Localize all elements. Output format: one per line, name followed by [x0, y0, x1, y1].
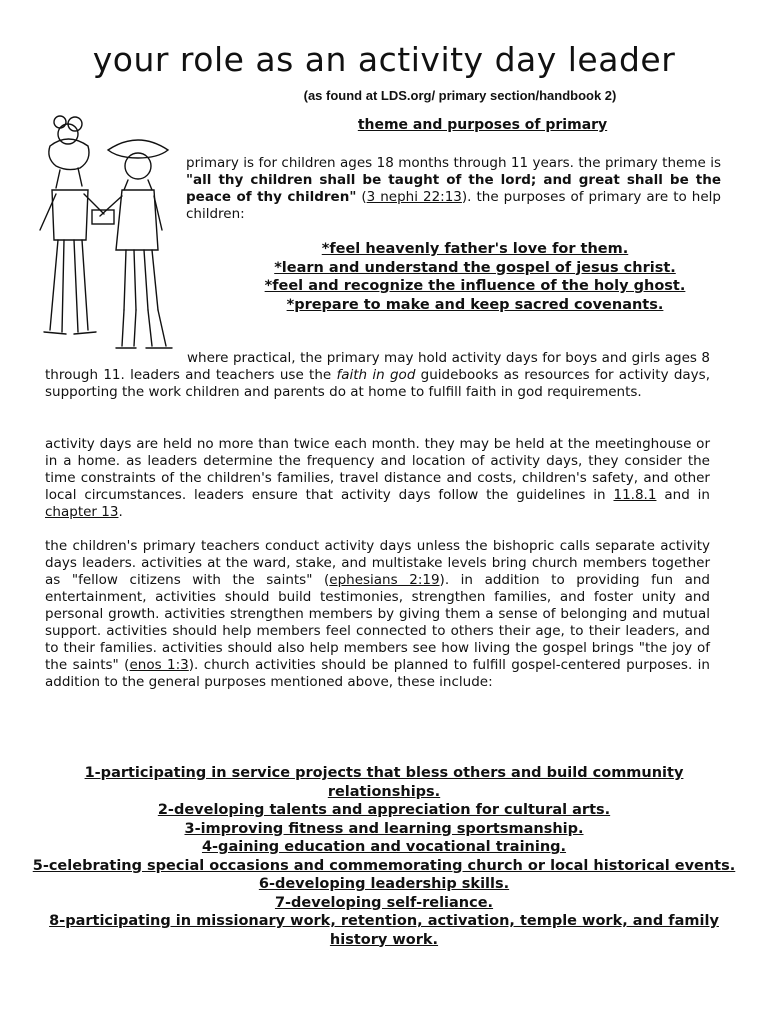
- purpose-item: *prepare to make and keep sacred covenants.: [286, 296, 664, 313]
- goal-item: 7-developing self-reliance.: [274, 894, 494, 911]
- activity-days-paragraph-1: [45, 350, 710, 401]
- para-text: .: [118, 504, 123, 520]
- page-subtitle: (as found at LDS.org/ primary section/handbook 2): [303, 88, 617, 103]
- page-title: your role as an activity day leader: [92, 40, 676, 79]
- activity-days-paragraph-3: [45, 538, 710, 691]
- para-text: the children's primary teachers conduct activity days unless the bishopric calls separate activity days leaders. activities at the ward, stake, and multistake levels bring church members together as "fellow citizens with the saints" (: [45, 538, 710, 588]
- activity-days-paragraph-2: [45, 436, 710, 521]
- intro-paragraph: [186, 155, 721, 223]
- guideline-link[interactable]: 11.8.1: [613, 487, 657, 503]
- purpose-item: *learn and understand the gospel of jesus christ.: [274, 259, 676, 276]
- para-text: ). in addition to providing fun and entertainment, activities should build testimonies, strengthen families, and foster unity and personal growth. activities strengthen members by giving them a sense of belonging and mutual support. activities should help members feel connected to others their age, to their leaders, and to their families. activities should also help members see how living the gospel brings "the joy of the saints" (: [45, 572, 710, 673]
- intro-ref-open: (: [356, 189, 367, 205]
- girls-illustration: [30, 110, 180, 355]
- goals-list: [30, 764, 738, 949]
- goal-item: 6-developing leadership skills.: [258, 876, 510, 892]
- chapter-link[interactable]: chapter 13: [45, 504, 119, 520]
- purpose-item: *feel and recognize the influence of the holy ghost.: [264, 278, 686, 294]
- goal-item: 4-gaining education and vocational training.: [201, 839, 567, 855]
- scripture-link[interactable]: 3 nephi 22:13: [366, 189, 462, 205]
- para-text: where practical, the primary may hold activity days for boys and girls ages 8 through 11. leaders and teachers use the: [45, 350, 710, 383]
- para-text: guidebooks as resources for activity days, supporting the work children and parents do at home to fulfill faith in god requirements.: [45, 367, 710, 400]
- goal-item: 5-celebrating special occasions and commemorating church or local historical events.: [32, 857, 736, 874]
- para-text: and in: [656, 487, 710, 503]
- goal-item: 1-participating in service projects that bless others and build community relationships.: [84, 765, 684, 800]
- faith-in-god-title: faith in god: [336, 367, 416, 383]
- para-text: activity days are held no more than twice each month. they may be held at the meetinghouse or in a home. as leaders determine the frequency and location of activity days, they consider the time constraints of the children's families, travel distance and costs, children's safety, and other local circumstances. leaders ensure that activity days follow the guidelines in: [45, 436, 710, 503]
- goal-item: 8-participating in missionary work, retention, activation, temple work, and family history work.: [49, 913, 719, 948]
- goal-item: 2-developing talents and appreciation for cultural arts.: [157, 802, 611, 818]
- purpose-item: *feel heavenly father's love for them.: [321, 241, 629, 257]
- goal-item: 3-improving fitness and learning sportsmanship.: [184, 820, 584, 837]
- purposes-list: [220, 240, 730, 314]
- section-heading: theme and purposes of primary: [357, 117, 608, 133]
- scripture-link[interactable]: ephesians 2:19: [329, 572, 440, 588]
- intro-text-end: ). the purposes of primary are to help children:: [186, 189, 721, 222]
- theme-quote: "all thy children shall be taught of the lord; and great shall be the peace of thy children": [186, 172, 721, 205]
- intro-text: primary is for children ages 18 months through 11 years. the primary theme is: [186, 155, 721, 171]
- scripture-link[interactable]: enos 1:3: [129, 657, 189, 673]
- para-text: ). church activities should be planned to fulfill gospel-centered purposes. in addition to the general purposes mentioned above, these include:: [45, 657, 710, 690]
